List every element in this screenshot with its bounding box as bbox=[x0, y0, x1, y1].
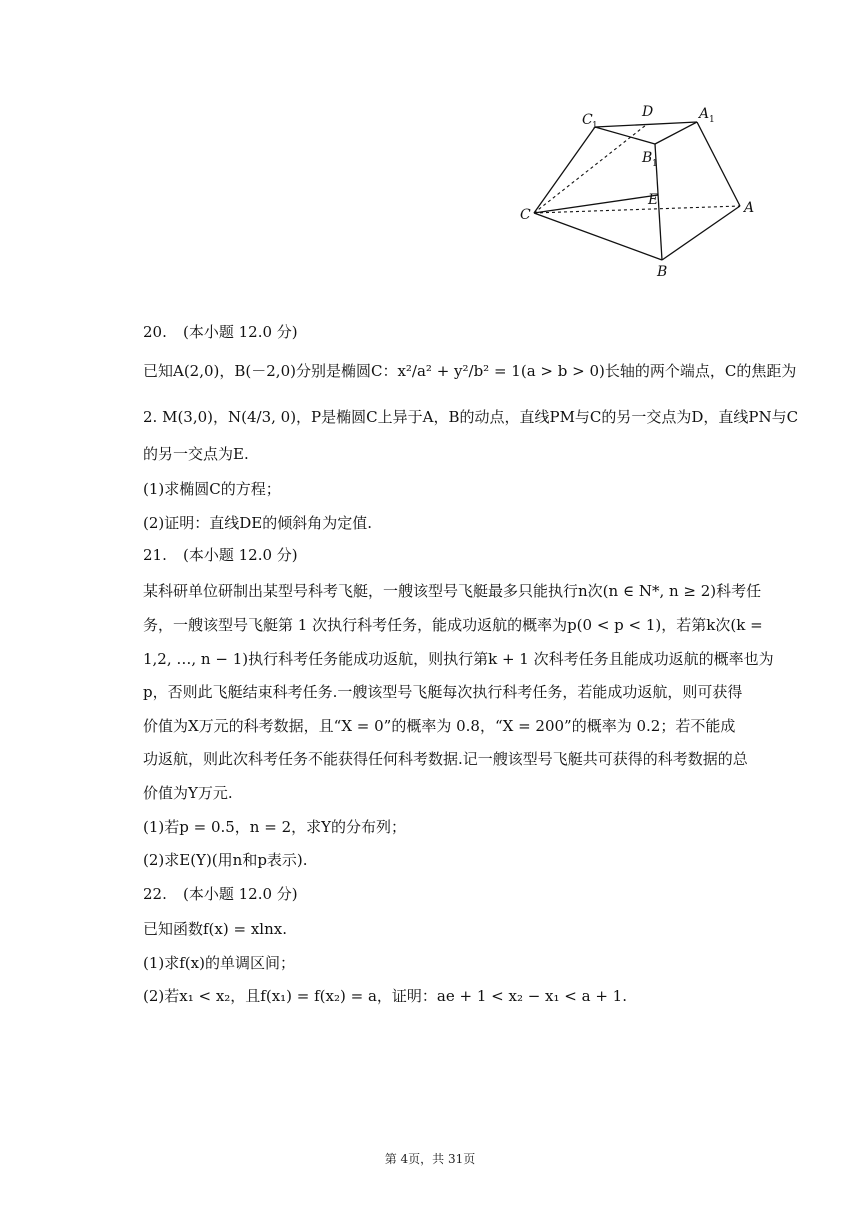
label-E: E bbox=[648, 192, 659, 208]
q21-number: 21. bbox=[143, 546, 167, 564]
q22-line1: 已知函数f(x) = xlnx. bbox=[143, 920, 287, 938]
q21-line2: 务，一艘该型号飞艇第 1 次执行科考任务，能成功返航的概率为p(0 < p < 1)，若第k次(k = bbox=[143, 616, 763, 634]
q21-line5: 价值为X万元的科考数据，且“X = 0”的概率为 0.8，“X = 200”的概率为 0.2；若不能成 bbox=[143, 717, 736, 735]
q20-line2: 2. M(3,0)，N(4/3, 0)，P是椭圆C上异于A，B的动点，直线PM与C的另一交点为D，直线PN与C bbox=[143, 408, 799, 426]
prism-diagram bbox=[520, 98, 770, 288]
label-A1: A bbox=[699, 106, 710, 122]
q22-header bbox=[143, 884, 298, 904]
label-C: C bbox=[520, 207, 531, 223]
q20-line3: 的另一交点为E. bbox=[143, 445, 249, 463]
q21-header bbox=[143, 545, 298, 565]
q22-points: (本小题 12.0 分) bbox=[183, 885, 298, 903]
q21-part1: (1)若p = 0.5，n = 2，求Y的分布列； bbox=[143, 818, 407, 836]
svg-text:1: 1 bbox=[592, 121, 598, 131]
q21-points: (本小题 12.0 分) bbox=[183, 546, 298, 564]
label-C1: C bbox=[582, 112, 593, 128]
svg-text:1: 1 bbox=[709, 115, 715, 125]
q21-line4: p，否则此飞艇结束科考任务.一艘该型号飞艇每次执行科考任务，若能成功返航，则可获得 bbox=[143, 683, 743, 701]
q20-points: (本小题 12.0 分) bbox=[183, 323, 298, 341]
geometry-figure bbox=[520, 98, 770, 288]
q21-part2: (2)求E(Y)(用n和p表示). bbox=[143, 851, 308, 869]
q20-header bbox=[143, 322, 298, 342]
q22-part1: (1)求f(x)的单调区间； bbox=[143, 954, 295, 972]
q21-line3: 1,2, …, n − 1)执行科考任务能成功返航，则执行第k + 1 次科考任务且能成功返航的概率也为 bbox=[143, 650, 774, 668]
label-A: A bbox=[744, 200, 755, 216]
q20-number: 20. bbox=[143, 323, 167, 341]
q21-line6: 功返航，则此次科考任务不能获得任何科考数据.记一艘该型号飞艇共可获得的科考数据的总 bbox=[143, 750, 748, 768]
label-B1: B bbox=[642, 150, 653, 166]
q22-number: 22. bbox=[143, 885, 167, 903]
q22-part2: (2)若x₁ < x₂，且f(x₁) = f(x₂) = a，证明：ae + 1 < x₂ − x₁ < a + 1. bbox=[143, 987, 627, 1005]
page-footer: 第 4页，共 31页 bbox=[384, 1152, 476, 1166]
q21-line7: 价值为Y万元. bbox=[143, 784, 233, 802]
q21-line1: 某科研单位研制出某型号科考飞艇，一艘该型号飞艇最多只能执行n次(n ∈ N*, n ≥ 2)科考任 bbox=[143, 582, 762, 600]
q20-part1: (1)求椭圆C的方程； bbox=[143, 480, 281, 498]
svg-text:1: 1 bbox=[652, 159, 658, 169]
label-D: D bbox=[642, 104, 654, 120]
q20-line1: 已知A(2,0)，B(－2,0)分别是椭圆C：x²/a² + y²/b² = 1(a > b > 0)长轴的两个端点，C的焦距为 bbox=[143, 362, 797, 380]
q20-part2: (2)证明：直线DE的倾斜角为定值. bbox=[143, 514, 372, 532]
label-B: B bbox=[657, 264, 668, 280]
